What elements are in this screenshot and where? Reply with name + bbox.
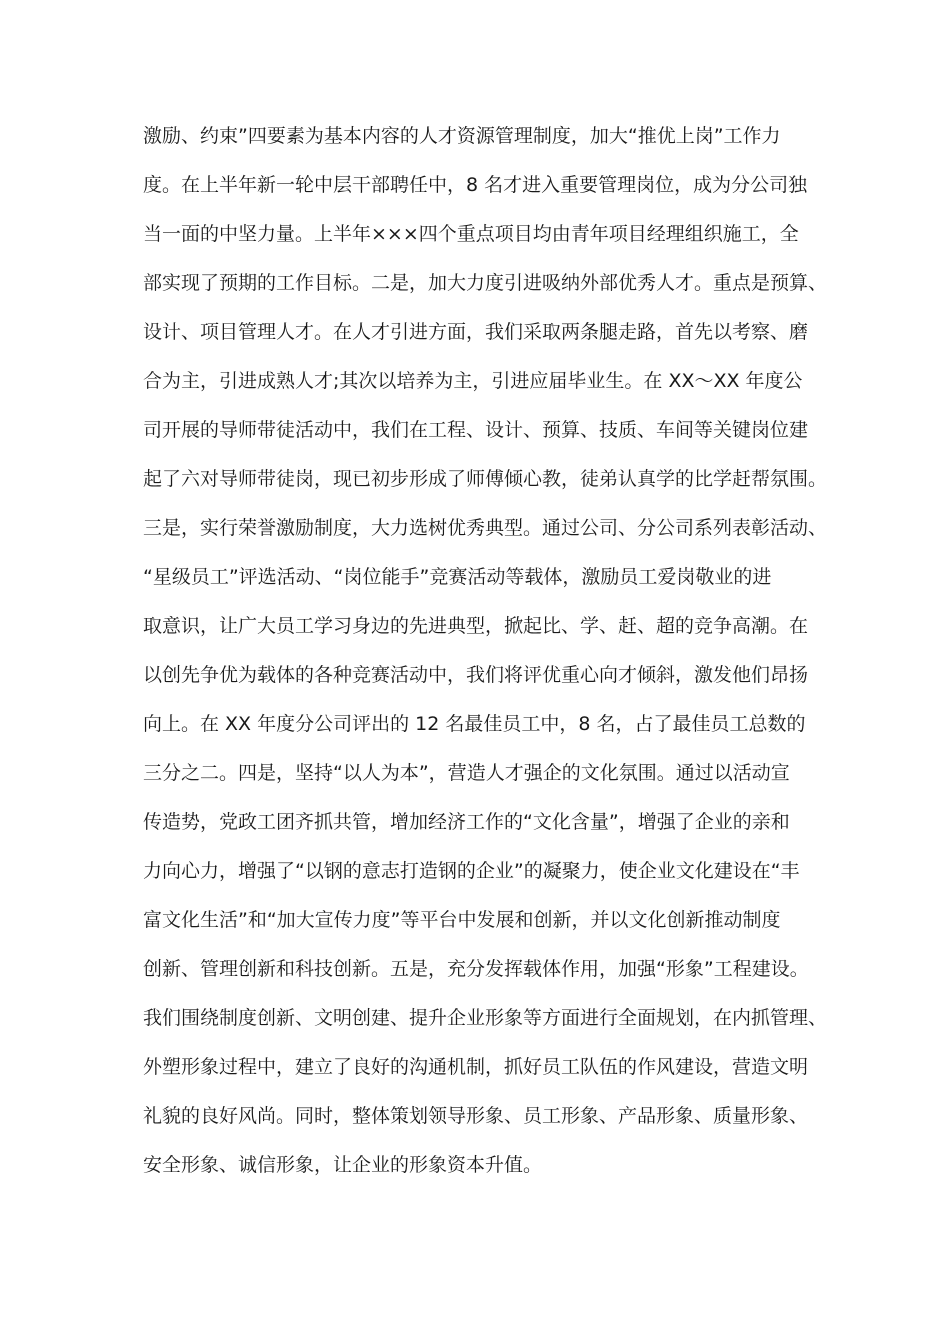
text-line: 力向心力，增强了“以钢的意志打造钢的企业”的凝聚力，使企业文化建设在“丰 — [143, 860, 800, 882]
text-line: 富文化生活”和“加大宣传力度”等平台中发展和创新，并以文化创新推动制度 — [143, 909, 781, 931]
text-line: 以创先争优为载体的各种竞赛活动中，我们将评优重心向才倾斜，激发他们昂扬 — [143, 664, 809, 686]
text-line: 安全形象、诚信形象，让企业的形象资本升值。 — [143, 1154, 543, 1176]
text-line: 起了六对导师带徒岗，现已初步形成了师傅倾心教，徒弟认真学的比学赶帮氛围。 — [143, 468, 828, 490]
text-line: 部实现了预期的工作目标。二是，加大力度引进吸纳外部优秀人才。重点是预算、 — [143, 272, 828, 294]
text-line: 司开展的导师带徒活动中，我们在工程、设计、预算、技质、车间等关键岗位建 — [143, 419, 809, 441]
text-line: 取意识，让广大员工学习身边的先进典型，掀起比、学、赶、超的竞争高潮。在 — [143, 615, 809, 637]
text-line: 合为主，引进成熟人才;其次以培养为主，引进应届毕业生。在 XX～XX 年度公 — [143, 370, 803, 392]
text-line: 传造势，党政工团齐抓共管，增加经济工作的“文化含量”，增强了企业的亲和 — [143, 811, 790, 833]
text-line: 向上。在 XX 年度分公司评出的 12 名最佳员工中，8 名，占了最佳员工总数的 — [143, 713, 806, 735]
text-line: “星级员工”评选活动、“岗位能手”竞赛活动等载体，激励员工爱岗敬业的进 — [143, 566, 772, 588]
text-line: 当一面的中坚力量。上半年×××四个重点项目均由青年项目经理组织施工，全 — [143, 223, 799, 245]
body-paragraph — [143, 116, 828, 1194]
text-line: 三是，实行荣誉激励制度，大力选树优秀典型。通过公司、分公司系列表彰活动、 — [143, 517, 828, 539]
text-line: 三分之二。四是，坚持“以人为本”，营造人才强企的文化氛围。通过以活动宣 — [143, 762, 790, 784]
text-line: 度。在上半年新一轮中层干部聘任中，8 名才进入重要管理岗位，成为分公司独 — [143, 174, 808, 196]
text-line: 外塑形象过程中，建立了良好的沟通机制，抓好员工队伍的作风建设，营造文明 — [143, 1056, 809, 1078]
text-line: 设计、项目管理人才。在人才引进方面，我们采取两条腿走路，首先以考察、磨 — [143, 321, 809, 343]
text-line: 创新、管理创新和科技创新。五是，充分发挥载体作用，加强“形象”工程建设。 — [143, 958, 809, 980]
text-line: 礼貌的良好风尚。同时，整体策划领导形象、员工形象、产品形象、质量形象、 — [143, 1105, 809, 1127]
text-line: 激励、约束”四要素为基本内容的人才资源管理制度，加大“推优上岗”工作力 — [143, 125, 781, 147]
text-line: 我们围绕制度创新、文明创建、提升企业形象等方面进行全面规划，在内抓管理、 — [143, 1007, 828, 1029]
